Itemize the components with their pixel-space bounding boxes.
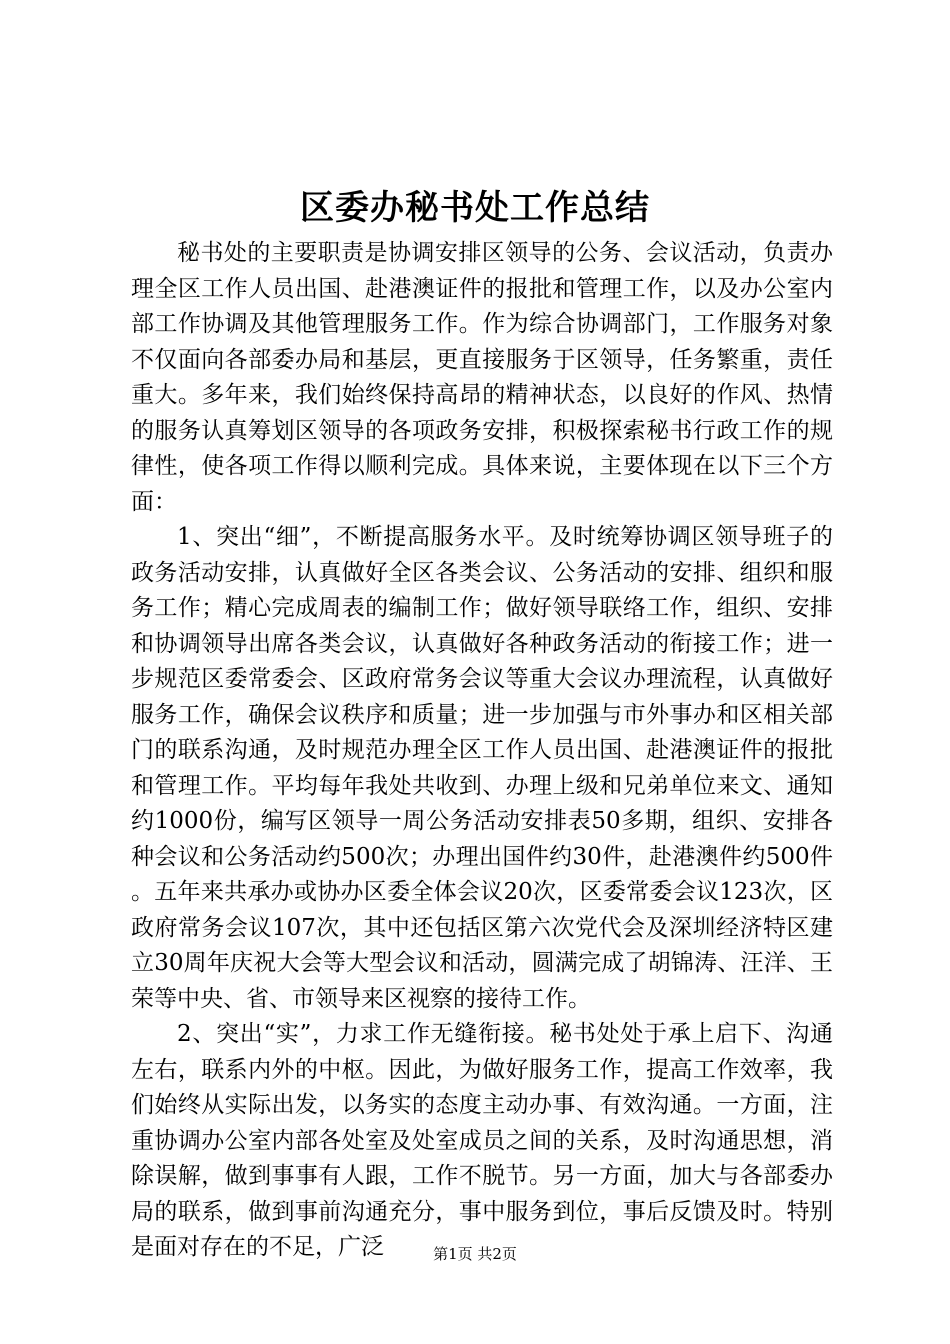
document-title: 区委办秘书处工作总结 — [300, 188, 650, 228]
paragraph-point-2: 2、突出“实”，力求工作无缝衔接。秘书处处于承上启下、沟通左右，联系内外的中枢。因此，为做好服务工作，提高工作效率，我们始终从实际出发，以务实的态度主动办事、有效沟通。一方面，注重协调办公室内部各处室及处室成员之间的关系，及时沟通思想，消除误解，做到事事有人跟，工作不脱节。另一方面，加大与各部委办局的联系，做到事前沟通充分，事中服务到位，事后反馈及时。特别是面对存在的不足，广泛 — [131, 1021, 833, 1260]
page-footer: 第1页 共2页 — [433, 1245, 517, 1263]
document-body — [131, 236, 833, 1266]
paragraph-point-1: 1、突出“细”，不断提高服务水平。及时统筹协调区领导班子的政务活动安排，认真做好全区各类会议、公务活动的安排、组织和服务工作；精心完成周表的编制工作；做好领导联络工作，组织、安排和协调领导出席各类会议，认真做好各种政务活动的衔接工作；进一步规范区委常委会、区政府常务会议等重大会议办理流程，认真做好服务工作，确保会议秩序和质量；进一步加强与市外事办和区相关部门的联系沟通，及时规范办理全区工作人员出国、赴港澳证件的报批和管理工作。平均每年我处共收到、办理上级和兄弟单位来文、通知约1000份，编写区领导一周公务活动安排表50多期，组织、安排各种会议和公务活动约500次；办理出国件约30件，赴港澳件约500件。五年来共承办或协办区委全体会议20次，区委常委会议123次，区政府常务会议107次，其中还包括区第六次党代会及深圳经济特区建立30周年庆祝大会等大型会议和活动，圆满完成了胡锦涛、汪洋、王荣等中央、省、市领导来区视察的接待工作。 — [131, 524, 833, 1012]
paragraph-intro: 秘书处的主要职责是协调安排区领导的公务、会议活动，负责办理全区工作人员出国、赴港澳证件的报批和管理工作，以及办公室内部工作协调及其他管理服务工作。作为综合协调部门，工作服务对象不仅面向各部委办局和基层，更直接服务于区领导，任务繁重，责任重大。多年来，我们始终保持高昂的精神状态，以良好的作风、热情的服务认真筹划区领导的各项政务安排，积极探索秘书行政工作的规律性，使各项工作得以顺利完成。具体来说，主要体现在以下三个方面： — [131, 240, 833, 515]
